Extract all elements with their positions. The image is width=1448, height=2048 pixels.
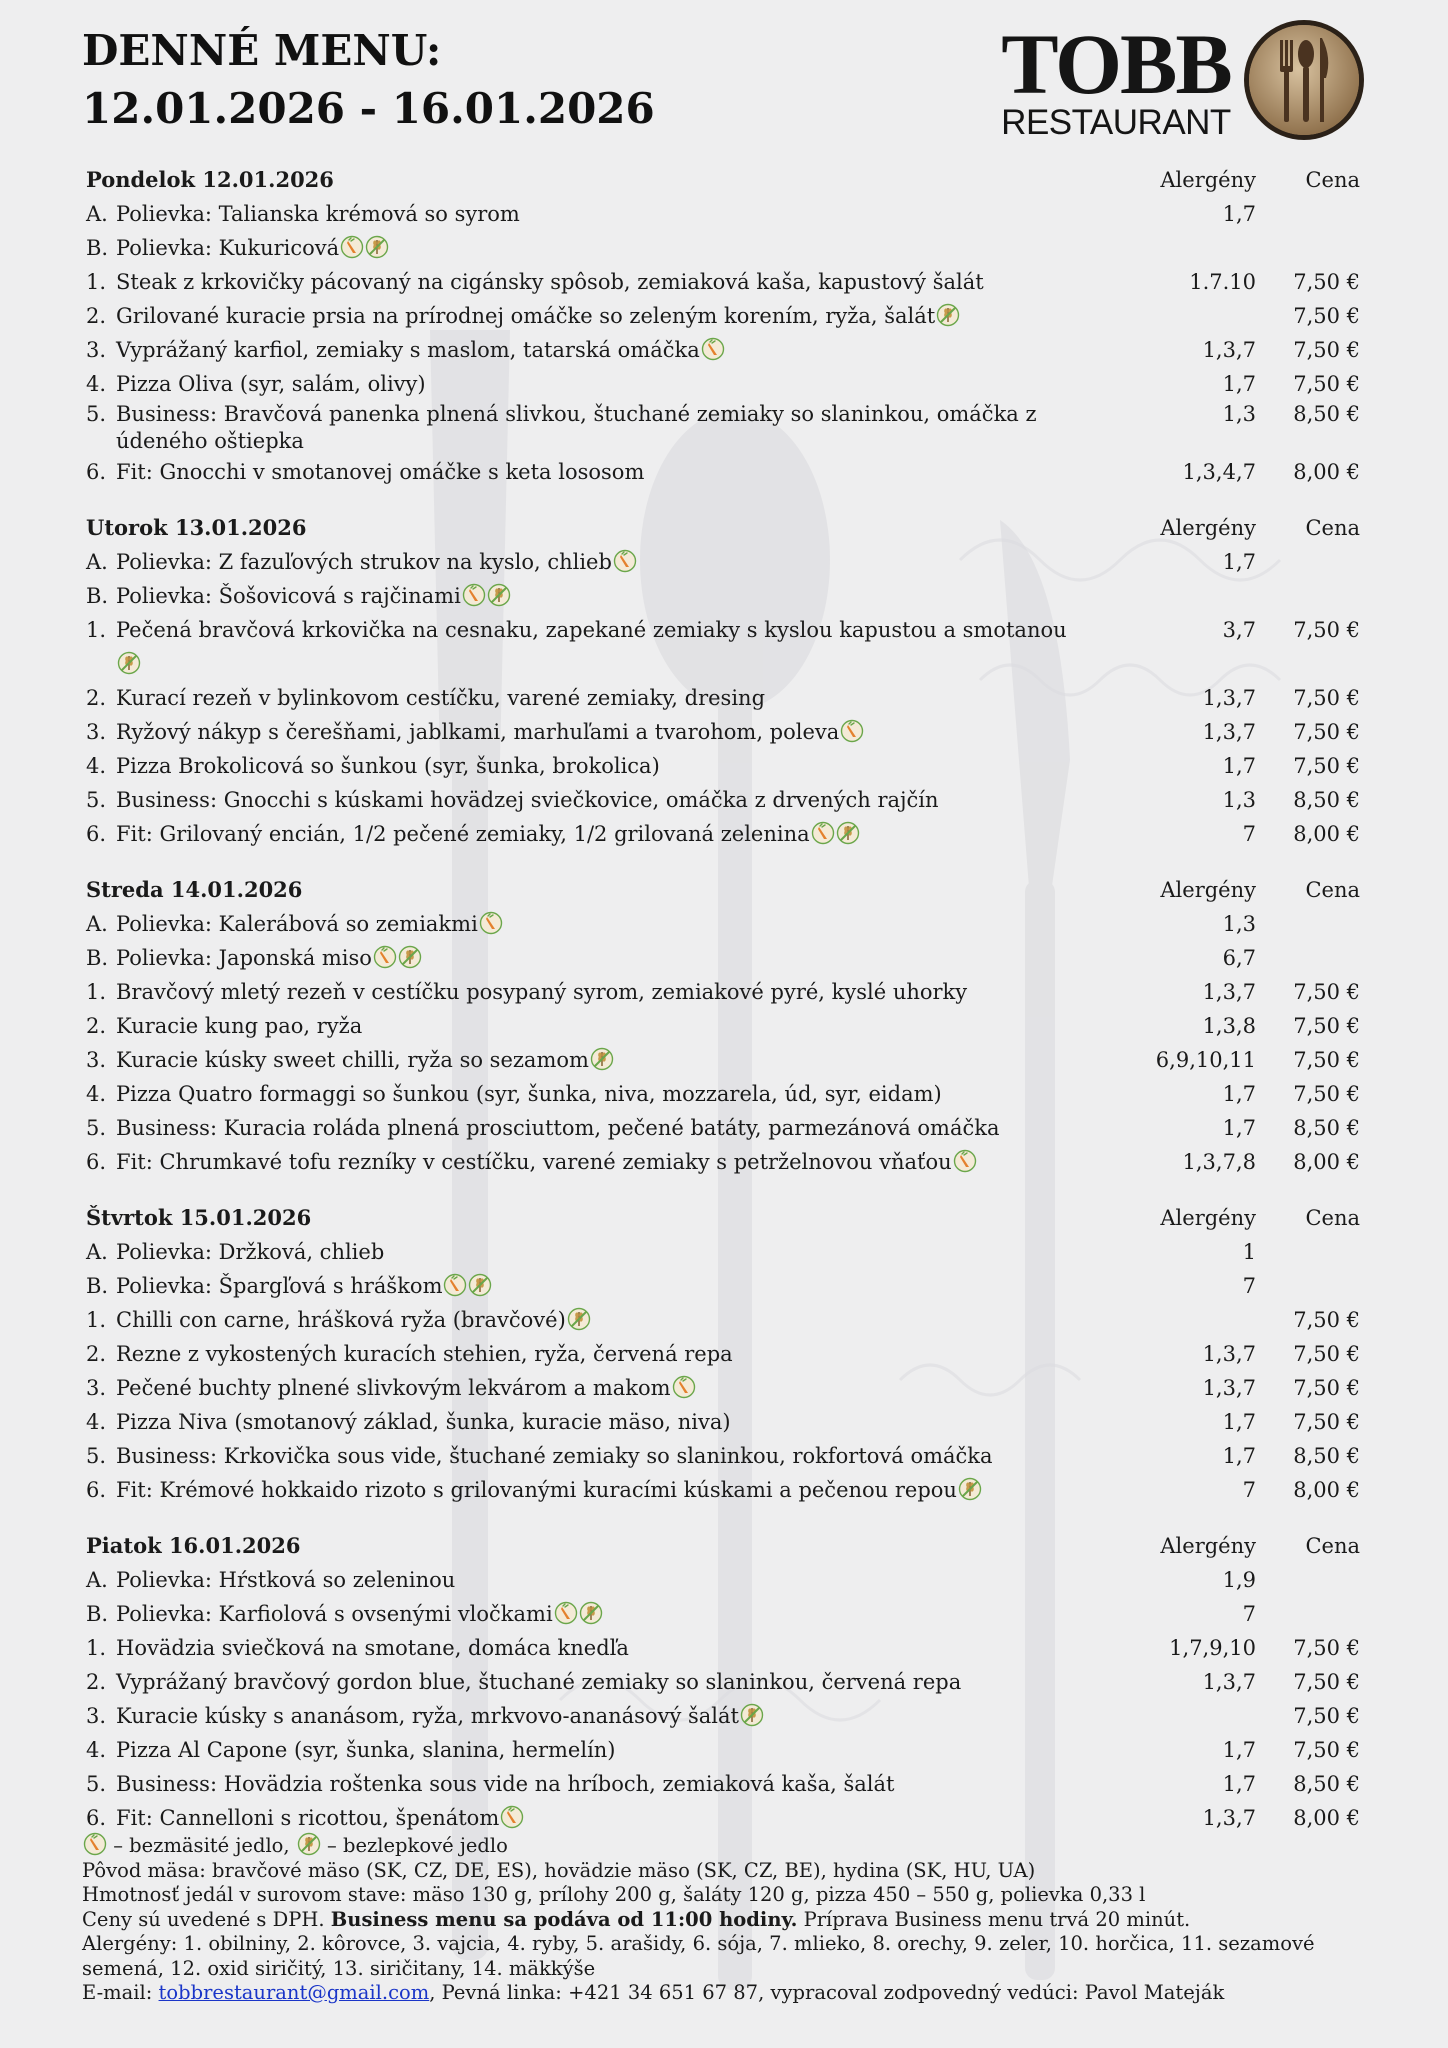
dish-name: Kuracie kung pao, ryža [116, 1014, 363, 1038]
dish-name: Pizza Oliva (syr, salám, olivy) [116, 372, 426, 396]
menu-item-row [86, 1665, 1362, 1699]
dish-name: Polievka: Hŕstková so zeleninou [116, 1568, 456, 1592]
gluten-free-icon [398, 945, 422, 969]
dish-number: B. [86, 1274, 109, 1298]
dish-price: 8,50 € [1293, 402, 1360, 426]
dish-price: 8,00 € [1293, 1150, 1360, 1174]
dish-allergens: 1,3,7 [1202, 980, 1256, 1004]
day-title: Utorok 13.01.2026 [86, 515, 307, 540]
dish-allergens: 1,3,7,8 [1182, 1150, 1256, 1174]
dish-allergens: 1,3,7 [1202, 686, 1256, 710]
restaurant-logo [996, 18, 1368, 146]
logo-word: TOBB [1001, 16, 1231, 112]
dish-name: Business: Krkovička sous vide, štuchané zemiaky so slaninkou, rokfortová omáčka [116, 1444, 993, 1468]
dish-price: 8,50 € [1293, 1772, 1360, 1796]
dish-name: Hovädzia sviečková na smotane, domáca knedľa [116, 1636, 629, 1660]
gluten-free-icon [297, 1832, 321, 1856]
dish-number: 3. [86, 720, 107, 744]
dish-price: 8,50 € [1293, 788, 1360, 812]
menu-item-row [86, 1801, 1362, 1835]
dish-name: Kuracie kúsky s ananásom, ryža, mrkvovo-ananásový šalát [116, 1704, 739, 1728]
day-title: Streda 14.01.2026 [86, 877, 303, 902]
menu-item-row [86, 455, 1362, 489]
dish-price: 7,50 € [1293, 1048, 1360, 1072]
gluten-free-icon [590, 1047, 614, 1071]
menu-item-row [86, 545, 1362, 579]
day-title: Piatok 16.01.2026 [86, 1533, 301, 1558]
menu-item-row [86, 749, 1362, 783]
price-info [82, 1908, 1372, 1933]
dish-number: 1. [86, 270, 107, 294]
dish-name: Polievka: Špargľová s hráškom [116, 1274, 443, 1298]
dish-name: Steak z krkovičky pácovaný na cigánsky spôsob, zemiaková kaša, kapustový šalát [116, 270, 984, 294]
dish-number: 5. [86, 788, 107, 812]
business-time: Business menu sa podáva od 11:00 hodiny. [330, 1907, 798, 1931]
menu-item-row [86, 1405, 1362, 1439]
day-header [86, 511, 1362, 545]
dish-price: 8,50 € [1293, 1444, 1360, 1468]
dish-name: Polievka: Karfiolová s ovsenými vločkami [116, 1602, 553, 1626]
dish-name: Fit: Krémové hokkaido rizoto s grilovanými kuracími kúskami a pečenou repou [116, 1478, 957, 1502]
dish-price: 7,50 € [1293, 1636, 1360, 1660]
menu-item-row [86, 907, 1362, 941]
weekly-menu [86, 163, 1362, 1857]
dish-name: Polievka: Kukuricová [116, 236, 340, 260]
price-column-header: Cena [1305, 878, 1360, 902]
dish-allergens: 1,3,7 [1202, 1342, 1256, 1366]
day-section [86, 511, 1362, 851]
day-title: Štvrtok 15.01.2026 [86, 1205, 312, 1230]
dish-name: Fit: Chrumkavé tofu rezníky v cestíčku, varené zemiaky s petrželnovou vňaťou [116, 1150, 952, 1174]
day-section [86, 1201, 1362, 1507]
footer-notes [82, 1832, 1372, 2006]
cutlery-badge-icon [1242, 18, 1366, 142]
menu-item-row [86, 1597, 1362, 1631]
dish-name: Pizza Brokolicová so šunkou (syr, šunka, brokolica) [116, 754, 660, 778]
dish-number: A. [86, 202, 108, 226]
dish-price: 7,50 € [1293, 754, 1360, 778]
dish-allergens: 7 [1242, 822, 1256, 846]
menu-item-row [86, 817, 1362, 851]
price-column-header: Cena [1305, 1534, 1360, 1558]
email-link[interactable]: tobbrestaurant@gmail.com [158, 1981, 430, 2004]
dish-name: Kurací rezeň v bylinkovom cestíčku, varené zemiaky, dresing [116, 686, 766, 710]
dish-allergens: 1.7.10 [1189, 270, 1256, 294]
legend-gluten-free: – bezlepkové jedlo [320, 1834, 508, 1857]
dish-name: Ryžový nákyp s čerešňami, jablkami, marhuľami a tvarohom, poleva [116, 720, 840, 744]
legend-veg: – bezmäsité jedlo, [107, 1834, 296, 1857]
page-title [82, 22, 655, 138]
dish-price: 8,00 € [1293, 1478, 1360, 1502]
allergens-column-header: Alergény [1160, 1534, 1256, 1558]
dish-price: 8,00 € [1293, 822, 1360, 846]
dish-price: 7,50 € [1293, 1376, 1360, 1400]
dish-text-cont: údeného oštiepka [116, 429, 304, 453]
price-column-header: Cena [1305, 516, 1360, 540]
dish-price: 7,50 € [1293, 1082, 1360, 1106]
dish-name: Pizza Niva (smotanový základ, šunka, kuracie mäso, niva) [116, 1410, 731, 1434]
dish-allergens: 3,7 [1222, 618, 1256, 642]
veg-icon [479, 911, 503, 935]
dish-number: 3. [86, 1048, 107, 1072]
dish-price: 7,50 € [1293, 1738, 1360, 1762]
dish-price: 8,00 € [1293, 1806, 1360, 1830]
veg-icon [672, 1375, 696, 1399]
dish-allergens: 1,3,7 [1202, 1806, 1256, 1830]
meat-origin: Pôvod mäsa: bravčové mäso (SK, CZ, DE, ES), hovädzie mäso (SK, CZ, BE), hydina (SK, HU, UA) [82, 1858, 1036, 1882]
dish-name: Bravčový mletý rezeň v cestíčku posypaný syrom, zemiakové pyré, kyslé uhorky [116, 980, 968, 1004]
day-section [86, 1529, 1362, 1835]
gluten-free-icon [958, 1477, 982, 1501]
dish-allergens: 1,3,7 [1202, 1376, 1256, 1400]
dish-name: Pizza Quatro formaggi so šunkou (syr, šunka, niva, mozzarela, úd, syr, eidam) [116, 1082, 942, 1106]
dish-name: Vyprážaný karfiol, zemiaky s maslom, tatarská omáčka [116, 338, 700, 362]
legend-line [82, 1832, 1372, 1859]
dish-name: Fit: Grilovaný encián, 1/2 pečené zemiaky, 1/2 grilovaná zelenina [116, 822, 810, 846]
dish-allergens: 1 [1242, 1240, 1256, 1264]
veg-icon [613, 549, 637, 573]
dish-name: Kuracie kúsky sweet chilli, ryža so sezamom [116, 1048, 589, 1072]
gluten-free-icon [740, 1703, 764, 1727]
contact-line [82, 1981, 1372, 2006]
dish-allergens: 1,3 [1222, 912, 1256, 936]
allergens-column-header: Alergény [1160, 516, 1256, 540]
menu-item-row [86, 1371, 1362, 1405]
dish-name: Polievka: Talianska krémová so syrom [116, 202, 520, 226]
title-date-range: 12.01.2026 - 16.01.2026 [82, 84, 655, 133]
menu-item-row [86, 333, 1362, 367]
allergens-column-header: Alergény [1160, 168, 1256, 192]
dish-price: 7,50 € [1293, 338, 1360, 362]
dish-number: 2. [86, 1014, 107, 1038]
dish-price: 7,50 € [1293, 270, 1360, 294]
dish-name: Chilli con carne, hrášková ryža (bravčové) [116, 1308, 566, 1332]
day-title: Pondelok 12.01.2026 [86, 167, 334, 192]
contact-info: , Pevná linka: +421 34 651 67 87, vypracoval zodpovedný vedúci: Pavol Mateják [429, 1981, 1225, 2004]
menu-item-row [86, 1699, 1362, 1733]
dish-name: Grilované kuracie prsia na prírodnej omáčke so zeleným korením, ryža, šalát [116, 304, 936, 328]
gluten-free-icon [567, 1307, 591, 1331]
dish-price: 8,00 € [1293, 460, 1360, 484]
dish-number: 3. [86, 1376, 107, 1400]
menu-item-row [86, 681, 1362, 715]
menu-item-row [86, 613, 1362, 681]
menu-item-row [86, 975, 1362, 1009]
gluten-free-icon [365, 235, 389, 259]
dish-name: Pizza Al Capone (syr, šunka, slanina, hermelín) [116, 1738, 616, 1762]
menu-item-row [86, 1439, 1362, 1473]
menu-item-row [86, 941, 1362, 975]
dish-allergens: 1,7,9,10 [1169, 1636, 1256, 1660]
menu-item-row [86, 1043, 1362, 1077]
dish-name: Polievka: Držková, chlieb [116, 1240, 385, 1264]
dish-price: 7,50 € [1293, 1308, 1360, 1332]
menu-item-row [86, 1111, 1362, 1145]
menu-item-row [86, 1009, 1362, 1043]
dish-name: Vyprážaný bravčový gordon blue, štuchané zemiaky so slaninkou, červená repa [116, 1670, 962, 1694]
day-header [86, 1201, 1362, 1235]
dish-number: 1. [86, 618, 107, 642]
gluten-free-icon [487, 583, 511, 607]
menu-item-row [86, 1473, 1362, 1507]
allergen-list: Alergény: 1. obilniny, 2. kôrovce, 3. vajcia, 4. ryby, 5. arašidy, 6. sója, 7. mlieko, 8. orechy, 9. zeler, 10. horčica, 11. sezamové semená, 12. oxid siričitý, 13. siričitany, 14. mäkkýše [82, 1932, 1315, 1980]
veg-icon [554, 1601, 578, 1625]
dish-price: 7,50 € [1293, 686, 1360, 710]
veg-icon [462, 583, 486, 607]
dish-allergens: 1,7 [1222, 1738, 1256, 1762]
day-header [86, 1529, 1362, 1563]
dish-name: Fit: Cannelloni s ricottou, špenátom [116, 1806, 500, 1830]
dish-name: Polievka: Šošovicová s rajčinami [116, 584, 461, 608]
menu-item-row [86, 1631, 1362, 1665]
dish-allergens: 1,3,7 [1202, 720, 1256, 744]
menu-item-row [86, 1145, 1362, 1179]
dish-allergens: 1,7 [1222, 372, 1256, 396]
veg-icon [811, 821, 835, 845]
menu-item-row [86, 1235, 1362, 1269]
menu-item-row [86, 1337, 1362, 1371]
dish-number: 4. [86, 372, 107, 396]
dish-number: A. [86, 912, 108, 936]
dish-allergens: 1,7 [1222, 550, 1256, 574]
dish-allergens: 1,9 [1222, 1568, 1256, 1592]
dish-allergens: 1,7 [1222, 1772, 1256, 1796]
veg-icon [500, 1805, 524, 1829]
dish-allergens: 1,3 [1222, 402, 1256, 426]
dish-number: 3. [86, 338, 107, 362]
dish-allergens: 7 [1242, 1602, 1256, 1626]
menu-item-row [86, 715, 1362, 749]
dish-number: 4. [86, 1738, 107, 1762]
dish-number: 5. [86, 1772, 107, 1796]
dish-name: Fit: Gnocchi v smotanovej omáčke s keta lososom [116, 460, 645, 484]
dish-name: Polievka: Kalerábová so zemiakmi [116, 912, 478, 936]
dish-allergens: 1,7 [1222, 754, 1256, 778]
dish-number: 4. [86, 1410, 107, 1434]
dish-number: A. [86, 550, 108, 574]
menu-item-row [86, 783, 1362, 817]
dish-name: Rezne z vykostených kuracích stehien, ryža, červená repa [116, 1342, 733, 1366]
dish-number: 5. [86, 1444, 107, 1468]
dish-number: B. [86, 236, 109, 260]
gluten-free-icon [579, 1601, 603, 1625]
menu-item-row [86, 1563, 1362, 1597]
gluten-free-icon [117, 651, 141, 675]
dish-allergens: 1,3,7 [1202, 338, 1256, 362]
dish-number: B. [86, 1602, 109, 1626]
business-prep: Príprava Business menu trvá 20 minút. [797, 1907, 1191, 1931]
veg-icon [340, 235, 364, 259]
dish-number: B. [86, 946, 109, 970]
dish-number: 6. [86, 1478, 107, 1502]
dish-number: 1. [86, 980, 107, 1004]
dish-price: 7,50 € [1293, 618, 1360, 642]
dish-name: Business: Hovädzia roštenka sous vide na hríboch, zemiaková kaša, šalát [116, 1772, 895, 1796]
day-header [86, 873, 1362, 907]
allergens-column-header: Alergény [1160, 878, 1256, 902]
menu-item-row [86, 299, 1362, 333]
dish-price: 7,50 € [1293, 1014, 1360, 1038]
dish-price: 8,50 € [1293, 1116, 1360, 1140]
veg-icon [83, 1832, 107, 1856]
portion-weights: Hmotnosť jedál v surovom stave: mäso 130 g, prílohy 200 g, šaláty 120 g, pizza 450 – 550 g, polievka 0,33 l [82, 1883, 1146, 1906]
dish-number: 1. [86, 1308, 107, 1332]
dish-allergens: 1,7 [1222, 1444, 1256, 1468]
dish-allergens: 7 [1242, 1478, 1256, 1502]
dish-allergens: 6,7 [1222, 946, 1256, 970]
dish-allergens: 1,3,8 [1202, 1014, 1256, 1038]
dish-price: 7,50 € [1293, 1704, 1360, 1728]
dish-number: 2. [86, 304, 107, 328]
menu-item-row [86, 265, 1362, 299]
dish-name: Polievka: Z fazuľových strukov na kyslo, chlieb [116, 550, 612, 574]
price-column-header: Cena [1305, 1206, 1360, 1230]
gluten-free-icon [468, 1273, 492, 1297]
veg-icon [953, 1149, 977, 1173]
veg-icon [701, 337, 725, 361]
dish-number: B. [86, 584, 109, 608]
dish-number: A. [86, 1568, 108, 1592]
dish-price: 7,50 € [1293, 372, 1360, 396]
dish-name: Polievka: Japonská miso [116, 946, 372, 970]
dish-number: 1. [86, 1636, 107, 1660]
menu-item-row [86, 1767, 1362, 1801]
dish-allergens: 1,3 [1222, 788, 1256, 812]
dish-number: 4. [86, 1082, 107, 1106]
day-header [86, 163, 1362, 197]
dish-allergens: 1,7 [1222, 1082, 1256, 1106]
dish-allergens: 1,7 [1222, 1116, 1256, 1140]
dish-price: 7,50 € [1293, 720, 1360, 744]
dish-number: 6. [86, 1806, 107, 1830]
allergens-column-header: Alergény [1160, 1206, 1256, 1230]
dish-number: 4. [86, 754, 107, 778]
day-section [86, 163, 1362, 489]
menu-item-row [86, 1733, 1362, 1767]
dish-price: 7,50 € [1293, 304, 1360, 328]
dish-allergens: 1,7 [1222, 1410, 1256, 1434]
price-column-header: Cena [1305, 168, 1360, 192]
email-label: E-mail: [82, 1981, 159, 2004]
dish-price: 7,50 € [1293, 1670, 1360, 1694]
dish-number: 6. [86, 822, 107, 846]
dish-number: 6. [86, 1150, 107, 1174]
dish-price: 7,50 € [1293, 1410, 1360, 1434]
menu-item-row [86, 579, 1362, 613]
dish-price: 7,50 € [1293, 1342, 1360, 1366]
menu-item-row [86, 197, 1362, 231]
dish-name: Pečená bravčová krkovička na cesnaku, zapekané zemiaky s kyslou kapustou a smotanou [116, 618, 1067, 642]
dish-name: Business: Bravčová panenka plnená slivkou, štuchané zemiaky so slaninkou, omáčka z [116, 402, 1037, 426]
dish-number: 5. [86, 402, 107, 426]
dish-allergens: 1,7 [1222, 202, 1256, 226]
dish-number: A. [86, 1240, 108, 1264]
dish-name: Business: Kuracia roláda plnená prosciuttom, pečené batáty, parmezánová omáčka [116, 1116, 1000, 1140]
veg-icon [840, 719, 864, 743]
dish-number: 5. [86, 1116, 107, 1140]
price-note: Ceny sú uvedené s DPH. [82, 1907, 331, 1931]
dish-name: Business: Gnocchi s kúskami hovädzej sviečkovice, omáčka z drvených rajčín [116, 788, 939, 812]
logo-subtitle: RESTAURANT [1001, 103, 1231, 142]
menu-item-row [86, 1269, 1362, 1303]
gluten-free-icon [936, 303, 960, 327]
title-line-1: DENNÉ MENU: [82, 26, 442, 75]
menu-item-row [86, 1077, 1362, 1111]
menu-item-row [86, 367, 1362, 401]
dish-price: 7,50 € [1293, 980, 1360, 1004]
dish-name: Pečené buchty plnené slivkovým lekvárom a makom [116, 1376, 671, 1400]
dish-allergens: 1,3,7 [1202, 1670, 1256, 1694]
menu-item-row [86, 1303, 1362, 1337]
dish-number: 3. [86, 1704, 107, 1728]
menu-item-row [86, 231, 1362, 265]
menu-item-row [86, 401, 1362, 455]
dish-allergens: 1,3,4,7 [1182, 460, 1256, 484]
gluten-free-icon [836, 821, 860, 845]
dish-number: 2. [86, 1670, 107, 1694]
dish-allergens: 7 [1242, 1274, 1256, 1298]
dish-number: 2. [86, 686, 107, 710]
veg-icon [373, 945, 397, 969]
dish-number: 2. [86, 1342, 107, 1366]
veg-icon [443, 1273, 467, 1297]
dish-number: 6. [86, 460, 107, 484]
dish-allergens: 6,9,10,11 [1155, 1048, 1256, 1072]
day-section [86, 873, 1362, 1179]
